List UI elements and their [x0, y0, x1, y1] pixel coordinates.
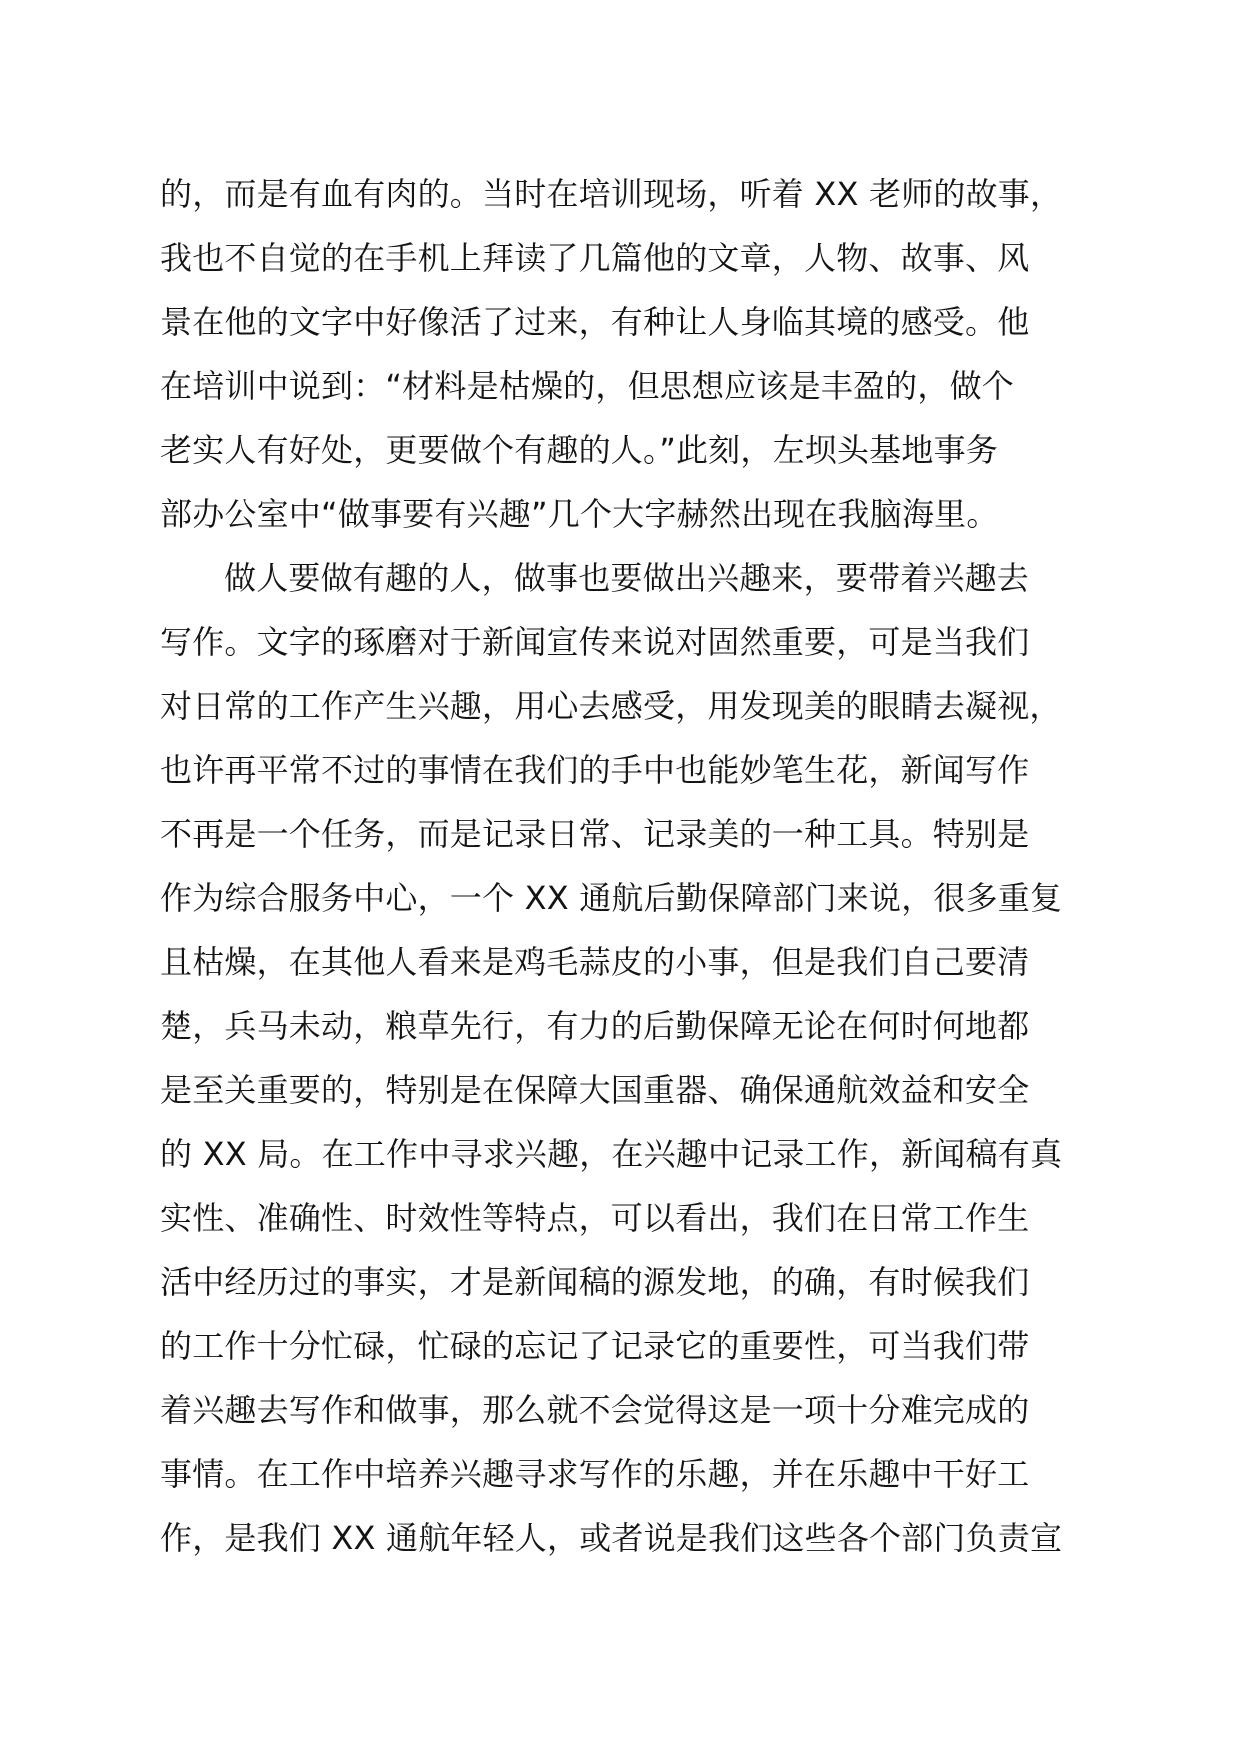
- text-line: 活中经历过的事实，才是新闻稿的源发地，的确，有时候我们: [160, 1263, 1030, 1301]
- text-line: 楚，兵马未动，粮草先行，有力的后勤保障无论在何时何地都: [160, 1007, 1030, 1045]
- text-line: 实性、准确性、时效性等特点，可以看出，我们在日常工作生: [160, 1199, 1030, 1237]
- text-line: 对日常的工作产生兴趣，用心去感受，用发现美的眼睛去凝视，: [160, 687, 1062, 725]
- text-line: 的 XX 局。在工作中寻求兴趣，在兴趣中记录工作，新闻稿有真: [160, 1135, 1063, 1173]
- text-line: 着兴趣去写作和做事，那么就不会觉得这是一项十分难完成的: [160, 1391, 1030, 1429]
- text-line: 也许再平常不过的事情在我们的手中也能妙笔生花，新闻写作: [160, 751, 1030, 789]
- text-line: 在培训中说到：“材料是枯燥的，但思想应该是丰盈的，做个: [160, 367, 1014, 405]
- text-line: 部办公室中“做事要有兴趣”几个大字赫然出现在我脑海里。: [160, 495, 999, 533]
- text-line: 作，是我们 XX 通航年轻人，或者说是我们这些各个部门负责宣: [160, 1519, 1063, 1557]
- text-line: 我也不自觉的在手机上拜读了几篇他的文章，人物、故事、风: [160, 239, 1030, 277]
- text-line: 作为综合服务中心，一个 XX 通航后勤保障部门来说，很多重复: [160, 879, 1063, 917]
- text-line: 是至关重要的，特别是在保障大国重器、确保通航效益和安全: [160, 1071, 1030, 1109]
- text-line: 事情。在工作中培养兴趣寻求写作的乐趣，并在乐趣中干好工: [160, 1455, 1030, 1493]
- text-line: 写作。文字的琢磨对于新闻宣传来说对固然重要，可是当我们: [160, 623, 1030, 661]
- text-line: 的，而是有血有肉的。当时在培训现场，听着 XX 老师的故事，: [160, 175, 1063, 213]
- paragraph-first-line: 做人要做有趣的人，做事也要做出兴趣来，要带着兴趣去: [224, 559, 1030, 597]
- text-line: 不再是一个任务，而是记录日常、记录美的一种工具。特别是: [160, 815, 1030, 853]
- text-line: 的工作十分忙碌，忙碌的忘记了记录它的重要性，可当我们带: [160, 1327, 1030, 1365]
- text-line: 且枯燥，在其他人看来是鸡毛蒜皮的小事，但是我们自己要清: [160, 943, 1030, 981]
- text-line: 老实人有好处，更要做个有趣的人。”此刻，左坝头基地事务: [160, 431, 998, 469]
- text-line: 景在他的文字中好像活了过来，有种让人身临其境的感受。他: [160, 303, 1030, 341]
